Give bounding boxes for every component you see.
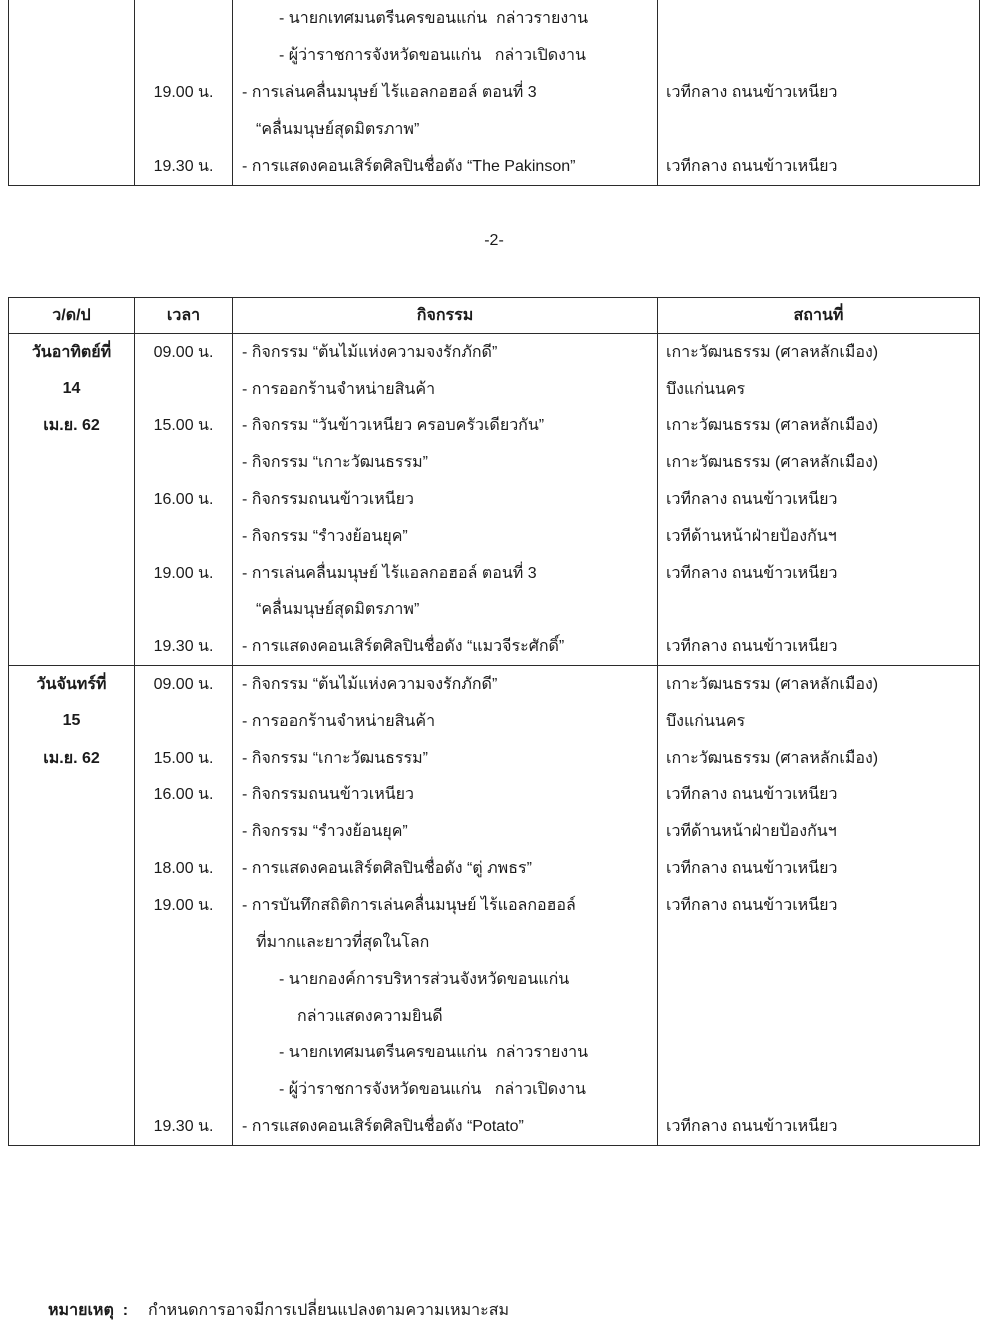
time-cell: 15.00 น.: [135, 740, 233, 777]
activity-cell: - ผู้ว่าราชการจังหวัดขอนแก่น กล่าวเปิดงาน: [233, 37, 658, 74]
day-section-sunday: [9, 334, 979, 666]
time-cell: [135, 371, 233, 408]
schedule-row: [9, 1071, 979, 1108]
place-cell: เวทีกลาง ถนนข้าวเหนียว: [666, 638, 838, 656]
activity-cell: - การออกร้านจำหน่ายสินค้า: [233, 371, 658, 408]
schedule-row: [9, 740, 979, 777]
activity-cell: - กิจกรรมถนนข้าวเหนียว: [233, 481, 658, 518]
date-cell: [9, 628, 135, 665]
time-cell: 18.00 น.: [135, 850, 233, 887]
place-cell: เกาะวัฒนธรรม (ศาลหลักเมือง): [666, 749, 879, 767]
place-cell: เวทีกลาง ถนนข้าวเหนียว: [666, 1118, 838, 1136]
time-cell: [135, 703, 233, 740]
date-cell: [9, 74, 135, 111]
continued-row: [9, 74, 979, 111]
activity-cell: - การแสดงคอนเสิร์ตศิลปินชื่อดัง “ตู่ ภพธร”: [233, 850, 658, 887]
note-label: หมายเหตุ :: [48, 1302, 129, 1319]
schedule-row: [9, 777, 979, 814]
day-month-year: เม.ย. 62: [9, 408, 135, 445]
activity-cell: ที่มากและยาวที่สุดในโลก: [233, 924, 658, 961]
schedule-row: [9, 518, 979, 555]
place-cell: [658, 924, 979, 961]
time-cell: 16.00 น.: [135, 777, 233, 814]
activity-cell: - การแสดงคอนเสิร์ตศิลปินชื่อดัง “Potato”: [233, 1108, 658, 1145]
date-cell: [9, 887, 135, 924]
schedule-row: [9, 961, 979, 998]
activity-cell: - กิจกรรม “เกาะวัฒนธรรม”: [233, 740, 658, 777]
activity-cell: - การบันทึกสถิติการเล่นคลื่นมนุษย์ ไร้แอลกอฮอล์: [233, 887, 658, 924]
schedule-table: [8, 297, 980, 1146]
activity-cell: - กิจกรรม “รำวงย้อนยุค”: [233, 518, 658, 555]
schedule-row: [9, 703, 979, 740]
time-cell: [135, 961, 233, 998]
activity-cell: - นายกเทศมนตรีนครขอนแก่น กล่าวรายงาน: [233, 0, 658, 37]
schedule-row: [9, 1108, 979, 1145]
day-date: 14: [9, 371, 135, 408]
schedule-row: [9, 628, 979, 665]
activity-cell: “คลื่นมนุษย์สุดมิตรภาพ”: [233, 111, 658, 148]
activity-cell: - ผู้ว่าราชการจังหวัดขอนแก่น กล่าวเปิดงาน: [233, 1071, 658, 1108]
time-cell: 19.30 น.: [135, 148, 233, 185]
place-cell: เกาะวัฒนธรรม (ศาลหลักเมือง): [666, 675, 879, 693]
time-cell: 16.00 น.: [135, 481, 233, 518]
schedule-row: [9, 371, 979, 408]
time-cell: 19.00 น.: [135, 555, 233, 592]
time-cell: [135, 813, 233, 850]
time-cell: 09.00 น.: [135, 334, 233, 371]
continued-row: [9, 148, 979, 185]
schedule-row: [9, 555, 979, 592]
place-cell: [658, 1034, 979, 1071]
place-cell: เกาะวัฒนธรรม (ศาลหลักเมือง): [666, 454, 879, 472]
page-number: -2-: [484, 232, 504, 249]
continued-schedule-table: [8, 0, 980, 186]
activity-cell: - การแสดงคอนเสิร์ตศิลปินชื่อดัง “แมวจีระศักดิ์”: [233, 628, 658, 665]
schedule-row: [9, 924, 979, 961]
place-cell: บึงแก่นนคร: [666, 380, 746, 398]
activity-cell: - กิจกรรม “ต้นไม้แห่งความจงรักภักดี”: [233, 666, 658, 703]
place-cell: เวทีกลาง ถนนข้าวเหนียว: [666, 564, 838, 582]
schedule-row: [9, 444, 979, 481]
date-cell: [9, 518, 135, 555]
place-cell: เวทีกลาง ถนนข้าวเหนียว: [666, 860, 838, 878]
time-cell: [135, 924, 233, 961]
activity-cell: - การแสดงคอนเสิร์ตศิลปินชื่อดัง “The Pakinson”: [233, 148, 658, 185]
time-cell: [135, 0, 233, 37]
time-cell: [135, 111, 233, 148]
time-cell: 19.00 น.: [135, 887, 233, 924]
place-cell: เวทีด้านหน้าฝ่ายป้องกันฯ: [666, 823, 837, 841]
date-cell: [9, 1108, 135, 1145]
schedule-row: [9, 666, 979, 703]
date-cell: [9, 481, 135, 518]
day-name: วันอาทิตย์ที่: [9, 334, 135, 371]
note-text: กำหนดการอาจมีการเปลี่ยนแปลงตามความเหมาะสม: [148, 1302, 510, 1319]
activity-cell: - กิจกรรม “วันข้าวเหนียว ครอบครัวเดียวกัน”: [233, 408, 658, 445]
schedule-row: [9, 481, 979, 518]
activity-cell: - กิจกรรม “เกาะวัฒนธรรม”: [233, 444, 658, 481]
day-section-monday: [9, 666, 979, 1146]
date-cell: [9, 148, 135, 185]
schedule-row: [9, 334, 979, 371]
time-cell: [135, 591, 233, 628]
date-cell: [9, 850, 135, 887]
date-cell: [9, 1034, 135, 1071]
continued-row: [9, 37, 979, 74]
activity-cell: - กิจกรรมถนนข้าวเหนียว: [233, 777, 658, 814]
day-date: 15: [9, 703, 135, 740]
continued-row: [9, 0, 979, 37]
place-cell: [658, 1071, 979, 1108]
activity-cell: - การออกร้านจำหน่ายสินค้า: [233, 703, 658, 740]
place-cell: เวทีกลาง ถนนข้าวเหนียว: [666, 491, 838, 509]
place-cell: เวทีกลาง ถนนข้าวเหนียว: [666, 158, 838, 175]
time-cell: [135, 1071, 233, 1108]
activity-cell: “คลื่นมนุษย์สุดมิตรภาพ”: [233, 591, 658, 628]
date-cell: [9, 555, 135, 592]
time-cell: [135, 444, 233, 481]
time-cell: 15.00 น.: [135, 408, 233, 445]
table-header: [9, 298, 979, 334]
place-cell: [658, 0, 979, 37]
date-cell: [9, 998, 135, 1035]
place-cell: เกาะวัฒนธรรม (ศาลหลักเมือง): [666, 343, 879, 361]
place-cell: [658, 998, 979, 1035]
date-cell: [9, 111, 135, 148]
place-cell: เวทีกลาง ถนนข้าวเหนียว: [666, 786, 838, 804]
activity-cell: - การเล่นคลื่นมนุษย์ ไร้แอลกอฮอล์ ตอนที่ 3: [233, 555, 658, 592]
date-cell: [9, 961, 135, 998]
continued-row: [9, 111, 979, 148]
time-cell: [135, 518, 233, 555]
date-cell: [9, 37, 135, 74]
schedule-row: [9, 998, 979, 1035]
schedule-row: [9, 1034, 979, 1071]
place-cell: บึงแก่นนคร: [666, 712, 746, 730]
schedule-row: [9, 850, 979, 887]
date-cell: [9, 777, 135, 814]
time-cell: 19.30 น.: [135, 628, 233, 665]
schedule-row: [9, 813, 979, 850]
date-cell: [9, 1071, 135, 1108]
time-cell: 19.30 น.: [135, 1108, 233, 1145]
schedule-row: [9, 408, 979, 445]
date-cell: [9, 0, 135, 37]
schedule-row: [9, 887, 979, 924]
header-date: ว/ด/ป: [9, 298, 135, 333]
header-time: เวลา: [135, 298, 233, 333]
place-cell: [658, 111, 979, 148]
time-cell: [135, 998, 233, 1035]
time-cell: [135, 1034, 233, 1071]
activity-cell: - การเล่นคลื่นมนุษย์ ไร้แอลกอฮอล์ ตอนที่ 3: [233, 74, 658, 111]
place-cell: เวทีด้านหน้าฝ่ายป้องกันฯ: [666, 527, 837, 545]
time-cell: 19.00 น.: [135, 74, 233, 111]
activity-cell: - นายกองค์การบริหารส่วนจังหวัดขอนแก่น: [233, 961, 658, 998]
date-cell: [9, 813, 135, 850]
header-place: สถานที่: [793, 307, 844, 324]
time-cell: 09.00 น.: [135, 666, 233, 703]
place-cell: เกาะวัฒนธรรม (ศาลหลักเมือง): [666, 417, 879, 435]
header-activity: กิจกรรม: [233, 298, 658, 333]
footer-note: [48, 1299, 509, 1323]
place-cell: [658, 591, 979, 628]
date-cell: [9, 924, 135, 961]
activity-cell: - กิจกรรม “ต้นไม้แห่งความจงรักภักดี”: [233, 334, 658, 371]
place-cell: เวทีกลาง ถนนข้าวเหนียว: [666, 84, 838, 101]
activity-cell: - นายกเทศมนตรีนครขอนแก่น กล่าวรายงาน: [233, 1034, 658, 1071]
day-month-year: เม.ย. 62: [9, 740, 135, 777]
schedule-row: [9, 591, 979, 628]
activity-cell: กล่าวแสดงความยินดี: [233, 998, 658, 1035]
activity-cell: - กิจกรรม “รำวงย้อนยุค”: [233, 813, 658, 850]
place-cell: [658, 961, 979, 998]
date-cell: [9, 591, 135, 628]
time-cell: [135, 37, 233, 74]
place-cell: เวทีกลาง ถนนข้าวเหนียว: [666, 896, 838, 914]
place-cell: [658, 37, 979, 74]
day-name: วันจันทร์ที่: [9, 666, 135, 703]
date-cell: [9, 444, 135, 481]
